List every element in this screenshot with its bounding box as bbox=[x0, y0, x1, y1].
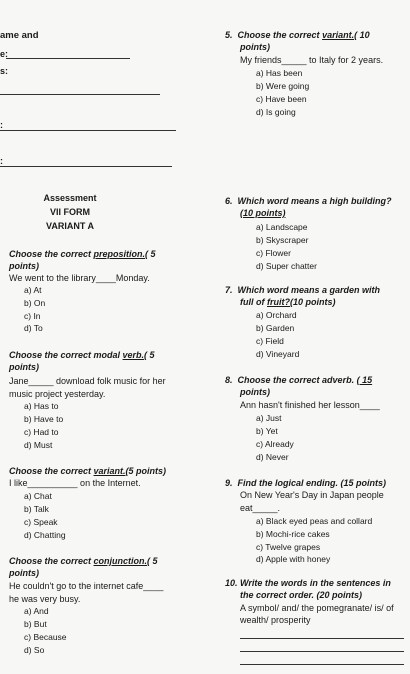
answer-line[interactable] bbox=[0, 166, 172, 167]
question-sentence: I like__________ on the Internet. bbox=[9, 478, 141, 488]
question-instruction: full of fruit?(10 points) bbox=[240, 297, 336, 307]
option-c[interactable]: c) Speak bbox=[24, 517, 58, 527]
scrambled-words: wealth/ prosperity bbox=[240, 615, 311, 625]
question-sentence: We went to the library____Monday. bbox=[9, 273, 150, 283]
option-c[interactable]: c) Field bbox=[256, 336, 284, 346]
question-instruction: Choose the correct modal verb.( 5 bbox=[9, 350, 155, 360]
option-c[interactable]: c) Twelve grapes bbox=[256, 542, 321, 552]
option-a[interactable]: a) Just bbox=[256, 413, 282, 423]
question-points: points) bbox=[9, 568, 39, 578]
option-b[interactable]: b) Yet bbox=[256, 426, 278, 436]
option-d[interactable]: d) Apple with honey bbox=[256, 554, 331, 564]
question-instruction: Choose the correct variant.(5 points) bbox=[9, 466, 167, 476]
question-sentence: Jane_____ download folk music for her bbox=[9, 376, 166, 386]
option-c[interactable]: c) In bbox=[24, 311, 41, 321]
variant-label: VARIANT A bbox=[46, 221, 94, 231]
question-instruction: Choose the correct conjunction.( 5 bbox=[9, 556, 158, 566]
question-instruction: 10. Write the words in the sentences in bbox=[225, 578, 391, 588]
option-d[interactable]: d) Must bbox=[24, 440, 53, 450]
answer-line[interactable] bbox=[240, 651, 404, 652]
option-a[interactable]: a) At bbox=[24, 285, 42, 295]
assessment-title: Assessment bbox=[43, 193, 97, 203]
option-c[interactable]: c) Have been bbox=[256, 94, 307, 104]
question-points: points) bbox=[9, 261, 39, 271]
question-sentence: eat_____. bbox=[240, 503, 281, 513]
answer-line[interactable] bbox=[240, 638, 404, 639]
question-sentence: music project yesterday. bbox=[9, 389, 106, 399]
option-d[interactable]: d) Chatting bbox=[24, 530, 66, 540]
option-d[interactable]: d) Is going bbox=[256, 107, 296, 117]
option-d[interactable]: d) To bbox=[24, 323, 43, 333]
option-c[interactable]: c) Because bbox=[24, 632, 67, 642]
question-instruction: the correct order. (20 points) bbox=[240, 590, 363, 600]
field-label: e: bbox=[0, 49, 9, 59]
option-c[interactable]: c) Had to bbox=[24, 427, 59, 437]
option-c[interactable]: c) Flower bbox=[256, 248, 291, 258]
field-label: s: bbox=[0, 66, 9, 76]
option-b[interactable]: b) On bbox=[24, 298, 46, 308]
answer-line[interactable] bbox=[0, 130, 176, 131]
question-sentence: On New Year's Day in Japan people bbox=[240, 490, 384, 500]
question-points: (10 points) bbox=[240, 208, 286, 218]
question-sentence: he was very busy. bbox=[9, 594, 81, 604]
question-sentence: Ann hasn't finished her lesson____ bbox=[240, 400, 380, 410]
answer-line[interactable] bbox=[240, 664, 404, 665]
option-a[interactable]: a) Chat bbox=[24, 491, 52, 501]
option-a[interactable]: a) Landscape bbox=[256, 222, 308, 232]
option-d[interactable]: d) So bbox=[24, 645, 45, 655]
field-label: : bbox=[0, 156, 3, 166]
option-b[interactable]: b) Have to bbox=[24, 414, 64, 424]
option-d[interactable]: d) Never bbox=[256, 452, 289, 462]
name-label: ame and bbox=[0, 30, 39, 41]
option-a[interactable]: a) Black eyed peas and collard bbox=[256, 516, 373, 526]
option-b[interactable]: b) Garden bbox=[256, 323, 295, 333]
answer-line[interactable] bbox=[6, 58, 130, 59]
field-label: : bbox=[0, 120, 3, 130]
option-a[interactable]: a) Has been bbox=[256, 68, 303, 78]
question-instruction: 7. Which word means a garden with bbox=[225, 285, 381, 295]
option-a[interactable]: a) Has to bbox=[24, 401, 59, 411]
question-instruction: 5. Choose the correct variant.( 10 bbox=[225, 30, 370, 40]
question-sentence: My friends_____ to Italy for 2 years. bbox=[240, 55, 384, 65]
option-b[interactable]: b) Were going bbox=[256, 81, 310, 91]
question-sentence: He couldn't go to the internet cafe____ bbox=[9, 581, 164, 591]
option-c[interactable]: c) Already bbox=[256, 439, 294, 449]
question-points: points) bbox=[240, 42, 270, 52]
answer-line[interactable] bbox=[0, 94, 160, 95]
question-points: points) bbox=[240, 387, 270, 397]
question-instruction: Choose the correct preposition.( 5 bbox=[9, 249, 156, 259]
option-d[interactable]: d) Super chatter bbox=[256, 261, 317, 271]
option-a[interactable]: a) And bbox=[24, 606, 49, 616]
option-b[interactable]: b) Talk bbox=[24, 504, 49, 514]
option-b[interactable]: b) But bbox=[24, 619, 47, 629]
option-a[interactable]: a) Orchard bbox=[256, 310, 297, 320]
scrambled-words: A symbol/ and/ the pomegranate/ is/ of bbox=[240, 603, 394, 613]
form-label: VII FORM bbox=[50, 207, 90, 217]
option-b[interactable]: b) Skyscraper bbox=[256, 235, 309, 245]
option-b[interactable]: b) Mochi-rice cakes bbox=[256, 529, 330, 539]
question-points: points) bbox=[9, 362, 39, 372]
option-d[interactable]: d) Vineyard bbox=[256, 349, 300, 359]
question-instruction: 9. Find the logical ending. (15 points) bbox=[225, 478, 387, 488]
question-instruction: 8. Choose the correct adverb. ( 15 bbox=[225, 375, 373, 385]
question-instruction: 6. Which word means a high building? bbox=[225, 196, 392, 206]
